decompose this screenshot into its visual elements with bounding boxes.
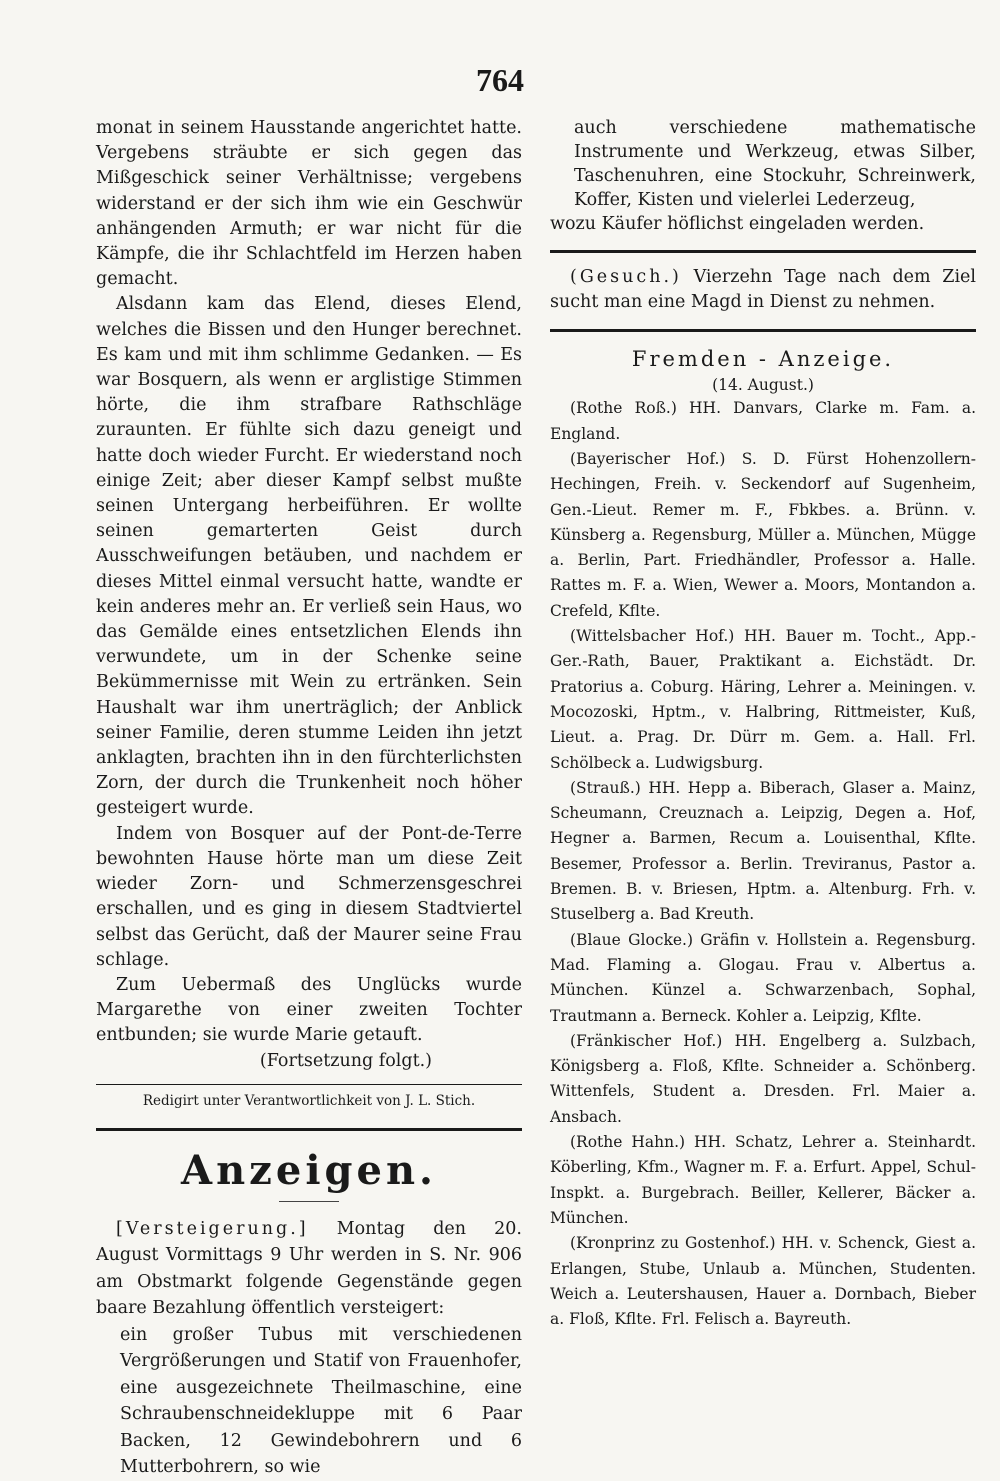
fremden-entry: (Kronprinz zu Gostenhof.) HH. v. Schenck, Giest a. Erlangen, Stube, Unlaub a. München, Studenten. Weich a. Leutershausen, Hauer a. Dornbach, Bieber a. Floß, Kflte. Frl. Felisch a. Bayreuth.	[550, 1234, 976, 1329]
fremden-entry: (Strauß.) HH. Hepp a. Biberach, Glaser a. Mainz, Scheumann, Creuznach a. Leipzig, Degen a. Hof, Hegner a. Barmen, Recum a. Louisenthal, Kflte. Besemer, Professor a. Berlin. Treviranus, Pastor a. Bremen. B. v. Briesen, Hptm. a. Altenburg. Frh. v. Stuselberg a. Bad Kreuth.	[550, 778, 976, 924]
story-paragraph: Alsdann kam das Elend, dieses Elend, welches die Bissen und den Hunger berechnet. Es kam und mit ihm schlimme Gedanken. — Es war Bosquern, als wenn er arglistige Stimmen hörte, die ihm strafbare Rathschläge zuraunten. Er fühlte sich dazu geneigt und hatte doch wieder Furcht. Er wiederstand noch einige Zeit; aber dieser Kampf selbst mußte seinen Untergang herbeiführen. Er wollte seinen gemarterten Geist durch Ausschweifungen betäuben, und nachdem er dieses Mittel einmal versucht hatte, wandte er kein anderes mehr an. Er verließ sein Haus, wo das Gemälde eines entsetzlichen Elends ihn verwundete, um in der Schenke seine Bekümmernisse mit Wein zu ertränken. Sein Haushalt war ihm unerträglich; der Anblick seiner Familie, deren stumme Leiden ihn jetzt anklagten, brachten ihn in den fürchterlichsten Zorn, der durch die Trunkenheit noch höher gesteigert wurde.	[96, 294, 522, 819]
fremden-entry: (Rothe Roß.) HH. Danvars, Clarke m. Fam. a. England.	[550, 399, 976, 443]
gesuch-label: (Gesuch.)	[570, 267, 682, 287]
fremden-entry: (Fränkischer Hof.) HH. Engelberg a. Sulzbach, Königsberg a. Floß, Kflte. Schneider a. Schönberg. Wittenfels, Student a. Dresden. Frl. Maier a. Ansbach.	[550, 1031, 976, 1126]
section-divider	[550, 329, 976, 332]
fremden-entry: (Blaue Glocke.) Gräfin v. Hollstein a. Regensburg. Mad. Flaming a. Glogau. Frau v. Albertus a. München. Künzel a. Schwarzenbach, Sophal, Trautmann a. Berneck. Kohler a. Leipzig, Kflte.	[550, 930, 976, 1025]
gesuch-notice	[550, 265, 976, 315]
auction-label: [Versteigerung.]	[116, 1218, 309, 1239]
story-paragraph: Indem von Bosquer auf der Pont-de-Terre bewohnten Hause hörte man um diese Zeit wieder Zorn- und Schmerzensgeschrei erschallen, und es ging in diesem Stadtviertel selbst das Gerücht, daß der Maurer seine Frau schlage.	[96, 823, 522, 970]
heading-underline	[279, 1201, 339, 1202]
section-divider	[96, 1128, 522, 1131]
fremden-title: Fremden - Anzeige.	[631, 347, 895, 372]
right-column	[550, 116, 976, 1332]
auction-closing: wozu Käufer höflichst eingeladen werden.	[550, 214, 925, 234]
auction-items: ein großer Tubus mit verschiedenen Vergrößerungen und Statif von Frauenhofer, eine ausgezeichnete Theilmaschine, eine Schraubenschneidekluppe mit 6 Paar Backen, 12 Gewindebohrern und 6 Mutterbohrern, so wie	[120, 1324, 522, 1478]
fremden-entry: (Bayerischer Hof.) S. D. Fürst Hohenzollern-Hechingen, Freih. v. Seckendorf auf Sugenheim, Gen.-Lieut. Remer m. F., Fbkbes. a. Brünn. v. Künsberg a. Regensburg, Müller a. München, Mügge a. Berlin, Part. Friedhändler, Professor a. Halle. Rattes m. F. a. Wien, Wewer a. Moors, Montandon a. Crefeld, Kflte.	[550, 450, 976, 620]
fremden-list	[550, 396, 976, 1332]
page-number: 764	[476, 62, 524, 98]
continued-note: (Fortsetzung folgt.)	[259, 1050, 432, 1071]
auction-items-continued: auch verschiedene mathematische Instrumente und Werkzeug, etwas Silber, Taschenuhren, eine Stockuhr, Schreinwerk, Koffer, Kisten und vielerlei Lederzeug,	[574, 118, 976, 210]
gesuch-text: Vierzehn Tage nach dem Ziel sucht man eine Magd in Dienst zu nehmen.	[550, 267, 976, 313]
fremden-entry: (Wittelsbacher Hof.) HH. Bauer m. Tocht., App.-Ger.-Rath, Bauer, Praktikant a. Eichstädt. Dr. Pratorius a. Coburg. Häring, Lehrer a. Meiningen. v. Mocozoski, Hptm., v. Halbring, Rittmeister, Kuß, Lieut. a. Prag. Dr. Dürr m. Gem. a. Hall. Frl. Schölbeck a. Ludwigsburg.	[550, 627, 976, 772]
left-column	[96, 116, 522, 1481]
section-divider	[550, 250, 976, 253]
auction-text: Montag den 20. August Vormittags 9 Uhr werden in S. Nr. 906 am Obstmarkt folgende Gegenstände gegen baare Bezahlung öffentlich versteigert:	[96, 1218, 522, 1319]
fremden-entry: (Rothe Hahn.) HH. Schatz, Lehrer a. Steinhardt. Köberling, Kfm., Wagner m. F. a. Erfurt. Appel, Schul-Inspkt. a. Burgebrach. Beiller, Kellerer, Bäcker a. München.	[550, 1133, 976, 1227]
story-paragraph: monat in seinem Hausstande angerichtet hatte. Vergebens sträubte er sich gegen das Mißgeschick seiner Verhältnisse; vergebens widerstand er der sich ihm wie ein Geschwür anhängenden Armuth; er war nicht für die Kämpfe, die ihr Schlachtfeld im Herzen haben gemacht.	[96, 118, 522, 290]
fremden-date: (14. August.)	[712, 376, 814, 395]
editor-credit: Redigirt unter Verantwortlichkeit von J. L. Stich.	[96, 1084, 522, 1114]
auction-notice	[96, 1216, 522, 1481]
ads-heading: Anzeigen.	[181, 1146, 437, 1194]
story-paragraph: Zum Uebermaß des Unglücks wurde Margarethe von einer zweiten Tochter entbunden; sie wurde Marie getauft.	[96, 974, 522, 1046]
